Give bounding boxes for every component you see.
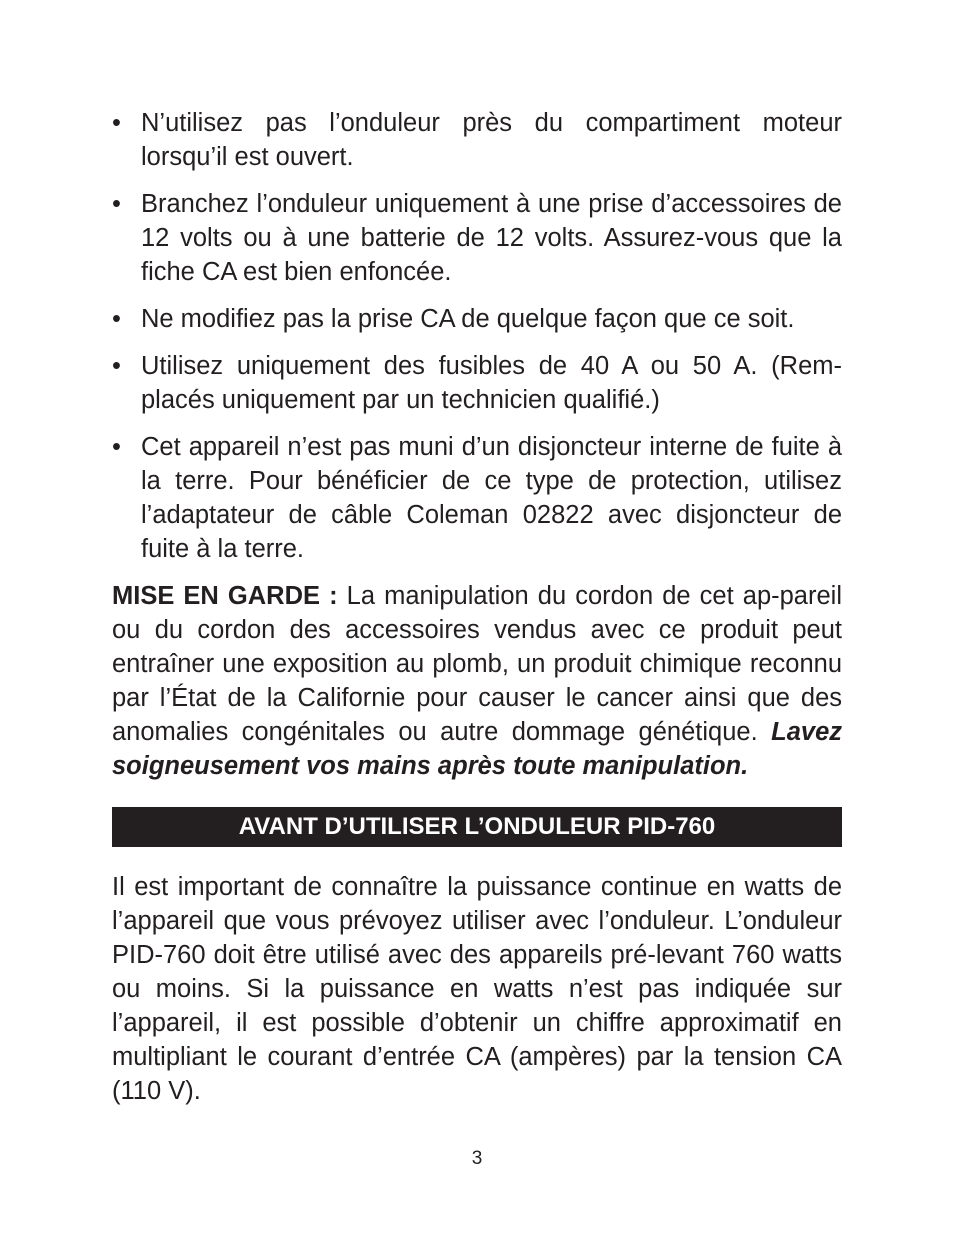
bullet-item-ac-outlet — [112, 302, 842, 336]
section-body-paragraph: Il est important de connaître la puissance continue en watts de l’appareil que vous prévoyez utiliser avec l’onduleur. L’onduleur PID-760 doit être utilisé avec des appareils pré-levant 760 watts ou moins. Si la puissance en watts n’est pas indiquée sur l’appareil, il est possible d’obtenir un chiffre approximatif en multipliant le courant d’entrée CA (ampères) par la tension CA (110 V). — [112, 873, 842, 1105]
warning-label: MISE EN GARDE : — [112, 582, 338, 610]
bullet-item-engine-compartment — [112, 106, 842, 174]
warning-text: La manipulation du cordon de cet ap-pareil ou du cordon des accessoires vendus avec ce produit peut entraîner une exposition au plomb, un produit chimique reconnu par l’État de la Californie pour causer le cancer ainsi que des anomalies congénitales ou autre dommage génétique. — [112, 582, 842, 746]
bullet-icon: • — [112, 305, 121, 333]
warning-emphasis: Lavez soigneusement vos mains après toute manipulation. — [112, 718, 842, 780]
bullet-text: Ne modifiez pas la prise CA de quelque façon que ce soit. — [141, 305, 795, 333]
bullet-text: Branchez l’onduleur uniquement à une prise d’accessoires de 12 volts ou à une batterie de 12 volts. Assurez-vous que la fiche CA est bien enfoncée. — [141, 190, 842, 286]
bullet-icon: • — [112, 190, 121, 218]
bullet-item-gfci — [112, 430, 842, 566]
page-content — [112, 106, 842, 1108]
safety-bullet-list — [112, 106, 842, 566]
bullet-icon: • — [112, 433, 121, 461]
warning-paragraph — [112, 579, 842, 783]
bullet-text: Cet appareil n’est pas muni d’un disjoncteur interne de fuite à la terre. Pour bénéficier de ce type de protection, utilisez l’adaptateur de câble Coleman 02822 avec disjoncteur de fuite à la terre. — [141, 433, 842, 563]
bullet-icon: • — [112, 109, 121, 137]
page-number: 3 — [471, 1148, 483, 1169]
bullet-text: Utilisez uniquement des fusibles de 40 A ou 50 A. (Rem-placés uniquement par un technicien qualifié.) — [141, 352, 842, 414]
bullet-item-12v-outlet — [112, 187, 842, 289]
bullet-text: N’utilisez pas l’onduleur près du compartiment moteur lorsqu’il est ouvert. — [141, 109, 842, 171]
bullet-item-fuses — [112, 349, 842, 417]
section-title: AVANT D’UTILISER L’ONDULEUR PID-760 — [238, 813, 716, 840]
bullet-icon: • — [112, 352, 121, 380]
section-heading-bar — [112, 807, 842, 847]
